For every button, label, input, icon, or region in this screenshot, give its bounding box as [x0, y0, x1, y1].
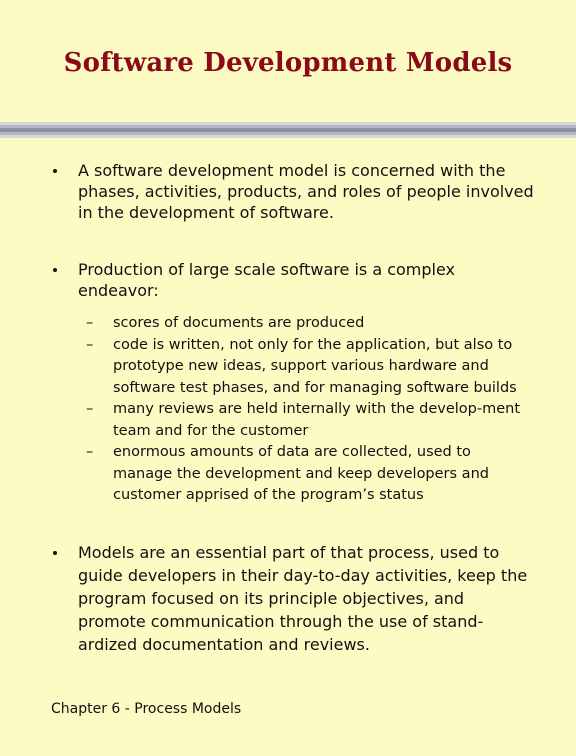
sub-list — [0, 313, 576, 507]
bullet-item — [0, 259, 576, 507]
sub-item-text: many reviews are held internally with the develop-ment team and for the customer — [113, 401, 521, 439]
bullet-text: Production of large scale software is a complex endeavor: — [78, 260, 456, 300]
slide-title: Software Development Models — [63, 48, 513, 78]
sub-item — [0, 313, 576, 335]
title-divider — [0, 122, 576, 138]
bullet-text: A software development model is concerned with the phases, activities, products, and roles of people involved in the development of software. — [78, 161, 534, 222]
bullet-list — [0, 160, 576, 656]
dash-icon: – — [86, 444, 94, 460]
footer-chapter-label: Chapter 6 - Process Models — [51, 701, 242, 717]
dash-icon: – — [86, 401, 94, 417]
bullet-item — [0, 160, 576, 223]
sub-item-text: scores of documents are produced — [113, 315, 365, 331]
dash-icon: – — [86, 336, 94, 353]
dash-icon: – — [86, 315, 94, 331]
sub-item — [0, 399, 576, 442]
bullet-dot-icon — [53, 169, 57, 173]
sub-item — [0, 335, 576, 400]
sub-item-text: code is written, not only for the application, but also to prototype new ideas, support various hardware and software test phases, and for managing software builds — [113, 336, 517, 396]
sub-item-text: enormous amounts of data are collected, used to manage the development and keep developers and customer apprised of the program’s status — [113, 444, 489, 503]
bullet-dot-icon — [53, 551, 57, 555]
sub-item — [0, 442, 576, 507]
bullet-text: Models are an essential part of that process, used to guide developers in their day-to-day activities, keep the program focused on its principle objectives, and promote communication through the use of stand-ardized documentation and reviews. — [78, 542, 528, 654]
bullet-item — [0, 541, 576, 656]
bullet-dot-icon — [53, 268, 57, 272]
